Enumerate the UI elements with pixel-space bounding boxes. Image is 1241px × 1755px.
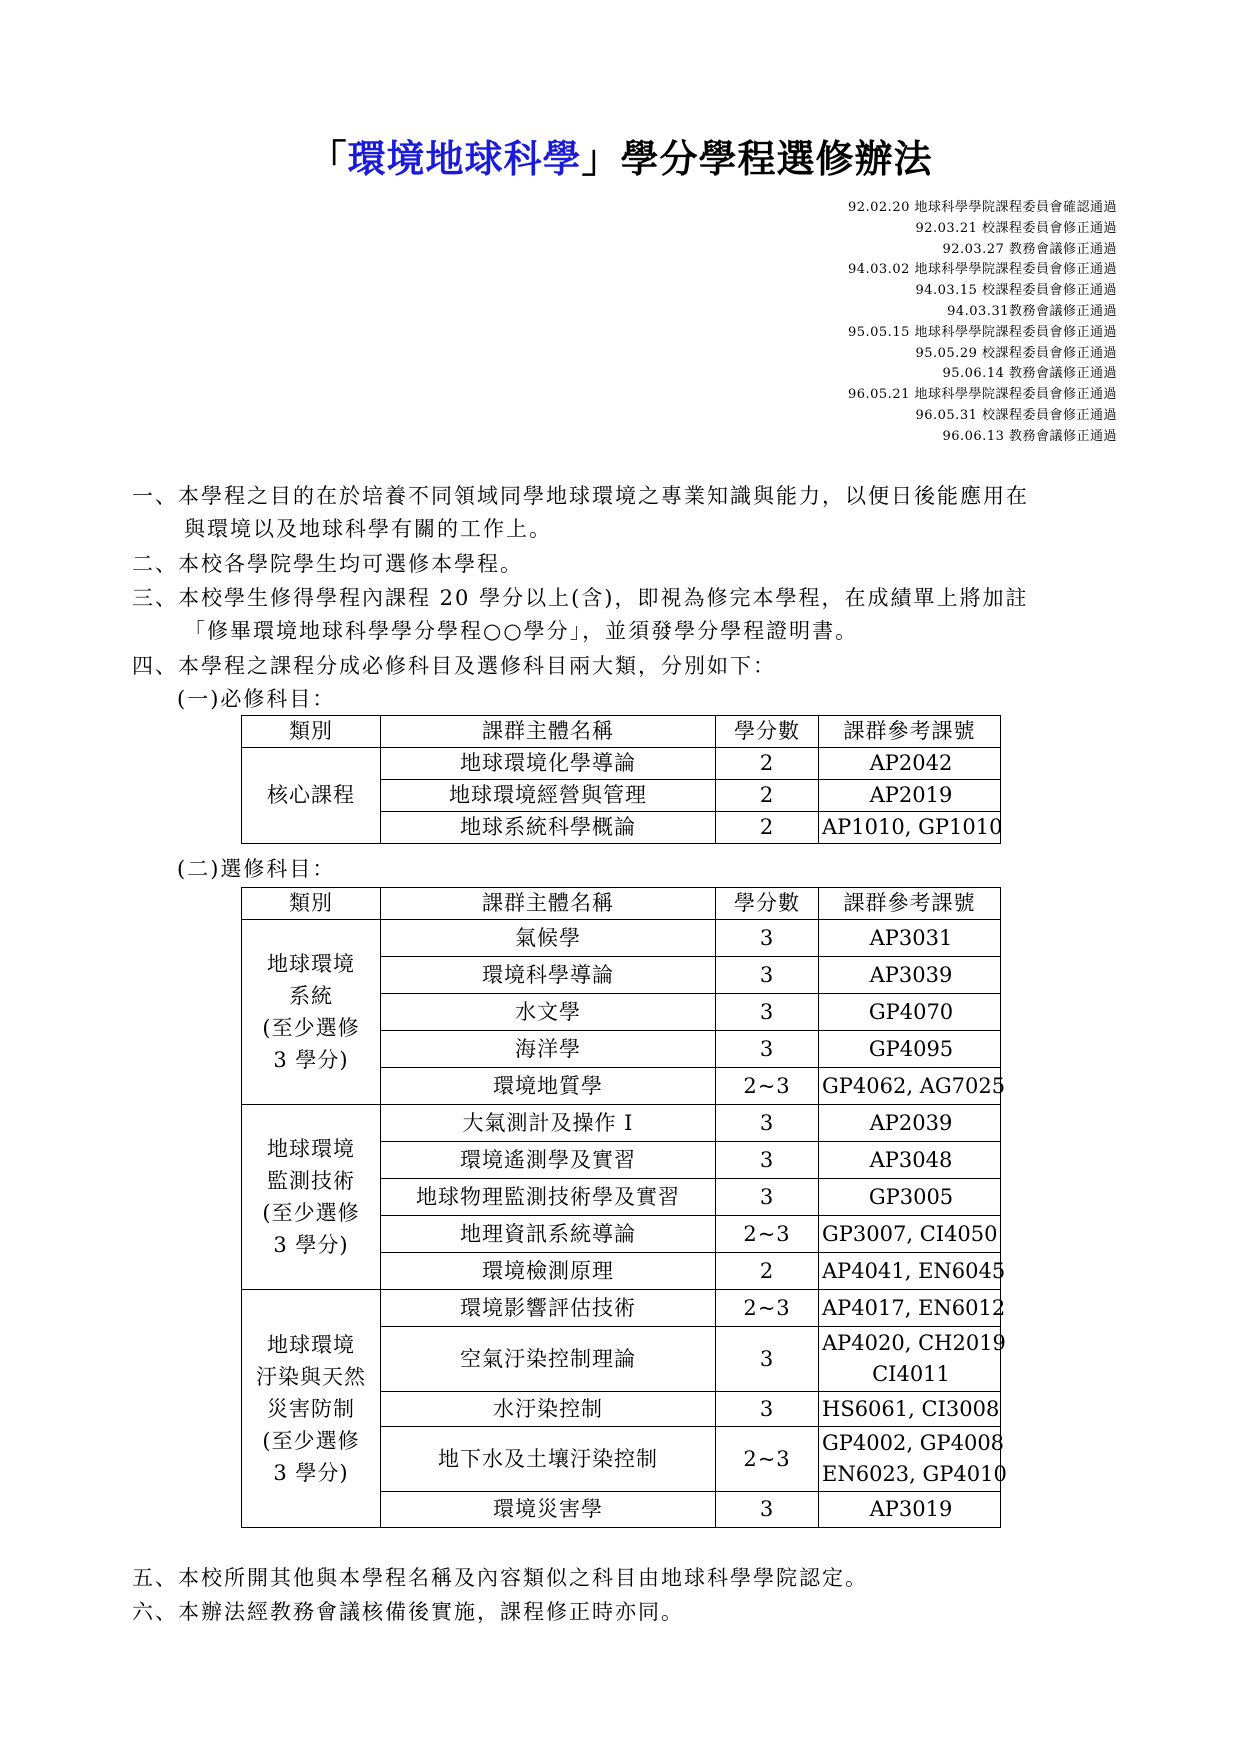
history-line: 94.03.02 地球科學學院課程委員會修正通過	[847, 262, 1117, 278]
category-cell-pollution	[242, 1290, 381, 1528]
category-line: 3 學分)	[273, 1460, 349, 1485]
history-line: 96.05.31 校課程委員會修正通過	[915, 407, 1117, 423]
course-code: AP1010, GP1010	[819, 812, 1001, 844]
course-name: 大氣測計及操作 I	[381, 1105, 716, 1142]
course-name: 環境災害學	[381, 1492, 716, 1528]
article-4: 四、本學程之課程分成必修科目及選修科目兩大類，分別如下：	[132, 654, 776, 678]
course-code-line: EN6023, GP4010	[822, 1462, 1007, 1486]
course-code: GP4095	[819, 1031, 1001, 1068]
header-code: 課群參考課號	[819, 716, 1001, 748]
header-credits: 學分數	[716, 888, 819, 920]
required-courses-table	[241, 715, 1001, 844]
history-line: 95.05.15 地球科學學院課程委員會修正通過	[847, 324, 1117, 340]
history-line: 96.05.21 地球科學學院課程委員會修正通過	[847, 387, 1117, 403]
course-code	[819, 1327, 1006, 1392]
course-name: 空氣汙染控制理論	[381, 1327, 716, 1392]
article-3-line-2: 「修畢環境地球科學學分學程○○學分」，並須發學分學程證明書。	[184, 619, 859, 643]
elective-heading: (二)選修科目：	[177, 857, 336, 881]
credits: 2	[716, 812, 819, 844]
history-line: 92.02.20 地球科學學院課程委員會確認通過	[847, 200, 1117, 215]
course-code: AP4041, EN6045	[819, 1253, 1001, 1290]
course-code-line: CI4011	[872, 1362, 950, 1386]
credits: 3	[716, 994, 819, 1031]
course-name: 環境地質學	[381, 1068, 716, 1105]
history-line: 94.03.15 校課程委員會修正通過	[915, 283, 1117, 299]
credits: 2~3	[716, 1216, 819, 1253]
credits: 3	[716, 957, 819, 994]
course-code: AP3019	[819, 1492, 1001, 1528]
article-2: 二、本校各學院學生均可選修本學程。	[132, 552, 523, 576]
history-line: 95.05.29 校課程委員會修正通過	[915, 345, 1117, 361]
course-name: 環境影響評估技術	[381, 1290, 716, 1327]
elective-courses-table	[241, 887, 1007, 1528]
credits: 3	[716, 1142, 819, 1179]
credits: 2	[716, 748, 819, 780]
course-code: HS6061, CI3008	[819, 1392, 1001, 1427]
course-name: 地球物理監測技術學及實習	[381, 1179, 716, 1216]
course-name: 水汙染控制	[381, 1392, 716, 1427]
category-cell-earth-systems	[242, 920, 381, 1105]
credits: 3	[716, 1392, 819, 1427]
article-1-line-1: 一、本學程之目的在於培養不同領域同學地球環境之專業知識與能力，以便日後能應用在	[132, 484, 1029, 508]
article-1-line-2: 與環境以及地球科學有關的工作上。	[184, 517, 552, 541]
course-name: 海洋學	[381, 1031, 716, 1068]
credits: 3	[716, 1031, 819, 1068]
header-category: 類別	[242, 716, 381, 748]
header-credits: 學分數	[716, 716, 819, 748]
course-name: 地理資訊系統導論	[381, 1216, 716, 1253]
table-row	[242, 920, 1001, 957]
page-title	[0, 128, 1241, 183]
credits: 3	[716, 1327, 819, 1392]
credits: 3	[716, 1179, 819, 1216]
required-heading: (一)必修科目：	[177, 687, 336, 711]
title-highlight: 環境地球科學	[347, 136, 582, 181]
course-name: 地球環境化學導論	[381, 748, 716, 780]
course-code: AP2039	[819, 1105, 1001, 1142]
history-line: 92.03.21 校課程委員會修正通過	[915, 220, 1117, 236]
course-name: 氣候學	[381, 920, 716, 957]
category-line: 地球環境	[267, 1137, 355, 1161]
course-name: 地下水及土壤汙染控制	[381, 1427, 716, 1492]
article-6: 六、本辦法經教務會議核備後實施，課程修正時亦同。	[132, 1600, 684, 1624]
history-line: 92.03.27 教務會議修正通過	[942, 241, 1117, 257]
credits: 2	[716, 1253, 819, 1290]
table-row	[242, 1290, 1001, 1327]
credits: 2~3	[716, 1068, 819, 1105]
category-line: (至少選修	[262, 1016, 360, 1040]
course-name: 水文學	[381, 994, 716, 1031]
credits: 2~3	[716, 1427, 819, 1492]
revision-history	[848, 198, 1117, 448]
course-code: AP4017, EN6012	[819, 1290, 1001, 1327]
category-line: 系統	[289, 984, 333, 1008]
category-line: 3 學分)	[273, 1233, 349, 1257]
category-line: 汙染與天然	[256, 1364, 366, 1389]
credits: 3	[716, 1105, 819, 1142]
title-open-bracket: 「	[308, 136, 348, 181]
course-name: 地球系統科學概論	[381, 812, 716, 844]
course-name: 環境遙測學及實習	[381, 1142, 716, 1179]
header-category: 類別	[242, 888, 381, 920]
category-line: (至少選修	[262, 1428, 360, 1453]
table-header-row	[242, 888, 1001, 920]
course-code-line: GP4002, GP4008	[822, 1431, 1005, 1455]
course-code: AP3039	[819, 957, 1001, 994]
table-header-row	[242, 716, 1001, 748]
course-name: 環境科學導論	[381, 957, 716, 994]
category-line: (至少選修	[262, 1201, 360, 1225]
credits: 2~3	[716, 1290, 819, 1327]
course-code: AP3031	[819, 920, 1001, 957]
table-row	[242, 1105, 1001, 1142]
article-3-line-1: 三、本校學生修得學程內課程 20 學分以上(含)，即視為修完本學程，在成績單上將加註	[132, 586, 1029, 610]
course-code: AP3048	[819, 1142, 1001, 1179]
history-line: 94.03.31教務會議修正通過	[947, 303, 1117, 319]
course-code-line: AP4020, CH2019	[822, 1331, 1006, 1355]
course-code	[819, 1427, 1007, 1492]
course-code: AP2019	[819, 780, 1001, 812]
course-code: GP4070	[819, 994, 1001, 1031]
course-code: GP3005	[819, 1179, 1001, 1216]
title-rest: 」學分學程選修辦法	[581, 136, 933, 181]
header-code: 課群參考課號	[819, 888, 1001, 920]
category-cell: 核心課程	[242, 748, 381, 844]
course-code: GP3007, CI4050	[819, 1216, 1001, 1253]
course-code: GP4062, AG7025	[819, 1068, 1001, 1105]
category-line: 地球環境	[267, 1332, 355, 1357]
course-name: 環境檢測原理	[381, 1253, 716, 1290]
category-line: 3 學分)	[273, 1048, 349, 1072]
course-name: 地球環境經營與管理	[381, 780, 716, 812]
credits: 3	[716, 1492, 819, 1528]
history-line: 95.06.14 教務會議修正通過	[942, 366, 1117, 382]
header-course: 課群主體名稱	[381, 716, 716, 748]
category-line: 地球環境	[267, 952, 355, 976]
history-line: 96.06.13 教務會議修正通過	[942, 428, 1117, 444]
category-cell-monitoring	[242, 1105, 381, 1290]
category-line: 災害防制	[267, 1396, 355, 1421]
article-5: 五、本校所開其他與本學程名稱及內容類似之科目由地球科學學院認定。	[132, 1566, 868, 1590]
table-row	[242, 748, 1001, 780]
credits: 2	[716, 780, 819, 812]
article-3	[132, 582, 1028, 648]
article-1	[132, 480, 1029, 546]
header-course: 課群主體名稱	[381, 888, 716, 920]
credits: 3	[716, 920, 819, 957]
course-code: AP2042	[819, 748, 1001, 780]
category-line: 監測技術	[267, 1169, 355, 1193]
